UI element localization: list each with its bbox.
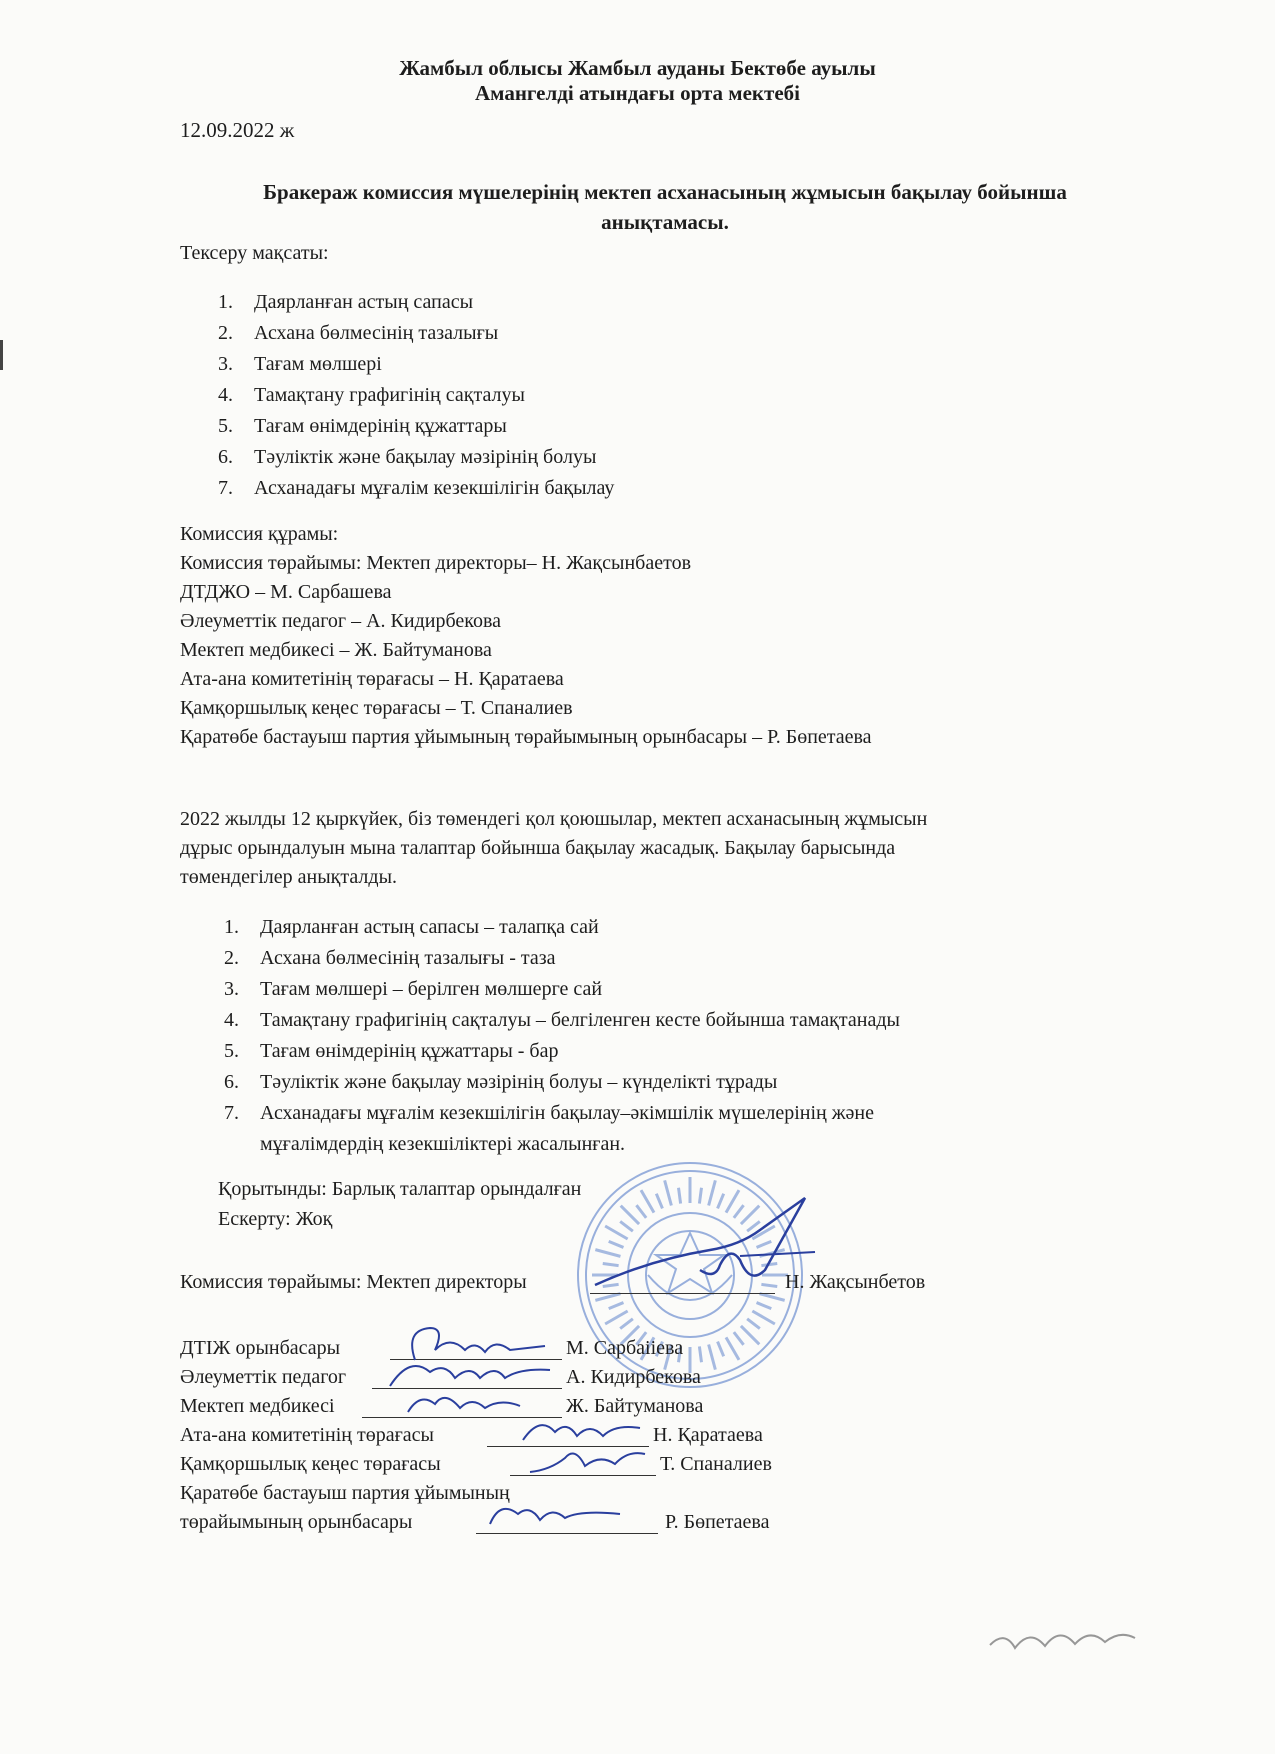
stamp-tick <box>734 1332 744 1345</box>
signature-scribble-icon <box>480 1494 630 1534</box>
list-item: 3. Тағам мөлшері – берілген мөлшерге сай <box>224 978 603 1000</box>
stamp-tick <box>609 1303 624 1309</box>
stamp-tick <box>747 1319 760 1329</box>
header-region-line: Жамбыл облысы Жамбыл ауданы Бектөбе ауылы <box>399 56 876 80</box>
signature-role: Ата-ана комитетінің төрағасы <box>180 1424 434 1446</box>
stamp-tick <box>718 1342 724 1357</box>
scan-mark-icon <box>985 1620 1145 1660</box>
list-item: 1. Даярланған астың сапасы <box>218 291 474 313</box>
stamp-tick <box>605 1311 628 1324</box>
commission-member: Әлеуметтік педагог – А. Кидирбекова <box>180 610 502 632</box>
list-item: 7. Асханадағы мұғалім кезекшілігін бақылау <box>218 477 615 499</box>
stamp-tick <box>752 1311 775 1324</box>
goals-list <box>218 287 615 504</box>
inspection-paragraph <box>180 805 927 892</box>
commission-member: Мектеп медбикесі – Ж. Байтуманова <box>180 639 492 661</box>
commission-block <box>180 520 872 752</box>
commission-label: Комиссия құрамы: <box>180 523 339 545</box>
chair-signature-icon <box>590 1190 820 1300</box>
commission-member: Комиссия төрайымы: Мектеп директоры– Н. Жақсынбаетов <box>180 552 692 574</box>
commission-member: Ата-ана комитетінің төрағасы – Н. Қаратаева <box>180 668 564 690</box>
list-item: 6. Тәуліктік және бақылау мәзірінің болуы <box>218 446 597 468</box>
signature-role: Мектеп медбикесі <box>180 1395 335 1417</box>
commission-member: Қамқоршылық кеңес төрағасы – Т. Спаналиев <box>180 697 573 719</box>
list-item: 4. Тамақтану графигінің сақталуы <box>218 384 525 406</box>
stamp-tick <box>620 1319 633 1329</box>
commission-member: Қаратөбе бастауыш партия ұйымының төрайымының орынбасары – Р. Бөпетаева <box>180 726 872 748</box>
signature-chair-name: Н. Жақсынбетов <box>785 1271 926 1293</box>
paragraph-line: дұрыс орындалуын мына талаптар бойынша бақылау жасадық. Бақылау барысында <box>180 837 896 859</box>
list-item: 5. Тағам өнімдерінің құжаттары - бар <box>224 1040 559 1062</box>
signature-name: Т. Спаналиев <box>660 1453 772 1475</box>
list-item: 6. Тәуліктік және бақылау мәзірінің болуы – күнделікті тұрады <box>224 1071 778 1093</box>
conclusion: Қорытынды: Барлық талаптар орындалған <box>218 1178 582 1200</box>
signature-name: Н. Қаратаева <box>653 1424 763 1446</box>
signature-scribble-icon <box>520 1440 650 1480</box>
signature-name: Ж. Байтуманова <box>566 1395 704 1417</box>
list-item: 3. Тағам мөлшері <box>218 353 382 375</box>
paragraph-line: төмендегілер анықталды. <box>180 866 398 888</box>
stamp-tick <box>699 1346 701 1362</box>
list-item: 1. Даярланған астың сапасы – талапқа сай <box>224 916 599 938</box>
list-item: 7. Асханадағы мұғалім кезекшілігін бақылау–әкімшілік мүшелерінің және <box>224 1102 874 1124</box>
signature-name: Р. Бөпетаева <box>665 1511 770 1533</box>
signature-role: ДТІЖ орынбасары <box>180 1337 341 1359</box>
commission-member: ДТДЖО – М. Сарбашева <box>180 581 392 603</box>
note: Ескерту: Жоқ <box>218 1208 333 1230</box>
signature-chair-role: Комиссия төрайымы: Мектеп директоры <box>180 1271 527 1293</box>
document-date: 12.09.2022 ж <box>180 118 295 142</box>
header-school-line: Амангелді атындағы орта мектебі <box>475 81 800 105</box>
list-item: 5. Тағам өнімдерінің құжаттары <box>218 415 507 437</box>
signature-name: М. Сарбаііева <box>566 1337 684 1359</box>
title-line-2: анықтамасы. <box>601 210 729 234</box>
stamp-tick <box>757 1303 772 1309</box>
title-line-1: Бракераж комиссия мүшелерінің мектеп асханасының жұмысын бақылау бойынша <box>263 180 1067 204</box>
stamp-tick <box>726 1337 739 1360</box>
signature-role: Қамқоршылық кеңес төрағасы <box>180 1453 441 1475</box>
document-title <box>170 177 1160 237</box>
list-item: 2. Асхана бөлмесінің тазалығы - таза <box>224 947 556 969</box>
signature-role-line-2: төрайымының орынбасары <box>180 1511 413 1533</box>
list-item-continuation: мұғалімдердің кезекшіліктері жасалынған. <box>260 1133 626 1155</box>
document-header <box>0 56 1275 106</box>
paragraph-line: 2022 жылды 12 қыркүйек, біз төмендегі қол қоюшылар, мектеп асханасының жұмысын <box>180 808 928 830</box>
scan-artifact <box>0 340 3 370</box>
signature-role: Әлеуметтік педагог <box>180 1366 347 1388</box>
signature-name: А. Кидирбекова <box>566 1366 701 1388</box>
stamp-tick <box>709 1345 716 1370</box>
findings-list <box>224 912 900 1160</box>
goal-label: Тексеру мақсаты: <box>180 242 329 264</box>
signature-role-line-1: Қаратөбе бастауыш партия ұйымының <box>180 1482 510 1504</box>
stamp-tick <box>741 1326 759 1344</box>
list-item: 4. Тамақтану графигінің сақталуы – белгіленген кесте бойынша тамақтанады <box>224 1009 900 1031</box>
list-item: 2. Асхана бөлмесінің тазалығы <box>218 322 499 344</box>
